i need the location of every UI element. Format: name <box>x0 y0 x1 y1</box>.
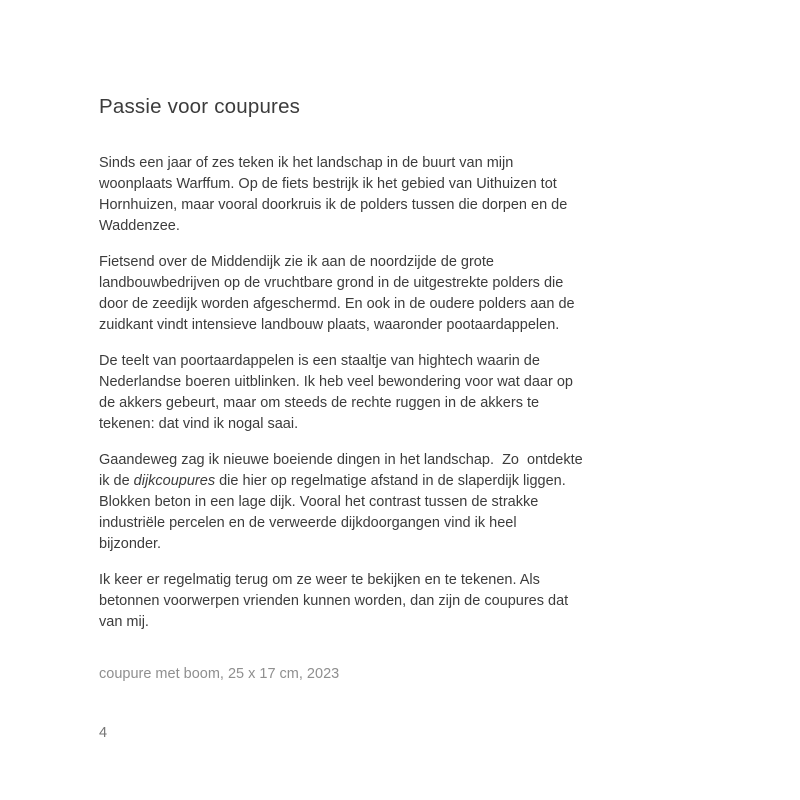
paragraph-line: Fietsend over de Middendijk zie ik aan de noordzijde de grote <box>99 254 494 270</box>
paragraph-line: betonnen voorwerpen vrienden kunnen worden, dan zijn de coupures dat <box>99 593 569 609</box>
paragraph-line: Sinds een jaar of zes teken ik het landschap in de buurt van mijn <box>99 155 514 171</box>
paragraph-line: door de zeedijk worden afgeschermd. En ook in de oudere polders aan de <box>99 296 575 312</box>
paragraph <box>99 570 583 633</box>
paragraph-line: Hornhuizen, maar vooral doorkruis ik de polders tussen die dorpen en de <box>99 197 568 213</box>
body-text <box>99 153 583 648</box>
paragraph-line: bijzonder. <box>99 536 162 552</box>
paragraph <box>99 450 583 555</box>
paragraph-line: Ik keer er regelmatig terug om ze weer te bekijken en te tekenen. Als <box>99 572 540 588</box>
paragraph <box>99 153 583 237</box>
paragraph-line: van mij. <box>99 614 149 630</box>
page-number: 4 <box>99 725 108 741</box>
artwork-caption: coupure met boom, 25 x 17 cm, 2023 <box>99 666 340 682</box>
paragraph-line: Gaandeweg zag ik nieuwe boeiende dingen in het landschap. Zo ontdekte <box>99 452 583 468</box>
paragraph-line: De teelt van poortaardappelen is een staaltje van hightech waarin de <box>99 353 540 369</box>
paragraph-line: Nederlandse boeren uitblinken. Ik heb veel bewondering voor wat daar op <box>99 374 573 390</box>
page-title: Passie voor coupures <box>99 95 301 118</box>
italic-term: dijkcoupures <box>133 473 216 489</box>
paragraph-line: landbouwbedrijven op de vruchtbare grond in de uitgestrekte polders die <box>99 275 564 291</box>
paragraph-line: Waddenzee. <box>99 218 180 234</box>
paragraph-line: zuidkant vindt intensieve landbouw plaats, waaronder pootaardappelen. <box>99 317 560 333</box>
paragraph-line <box>99 471 583 492</box>
paragraph-line: Blokken beton in een lage dijk. Vooral het contrast tussen de strakke <box>99 494 539 510</box>
paragraph-line: industriële percelen en de verweerde dijkdoorgangen vind ik heel <box>99 515 517 531</box>
paragraph <box>99 351 583 435</box>
paragraph-line: woonplaats Warffum. Op de fiets bestrijk ik het gebied van Uithuizen tot <box>99 176 557 192</box>
text-segment: ik de <box>99 473 134 489</box>
paragraph-line: de akkers gebeurt, maar om steeds de rechte ruggen in de akkers te <box>99 395 540 411</box>
paragraph <box>99 252 583 336</box>
paragraph-line: tekenen: dat vind ik nogal saai. <box>99 416 299 432</box>
text-segment: die hier op regelmatige afstand in de slaperdijk liggen. <box>215 473 566 489</box>
